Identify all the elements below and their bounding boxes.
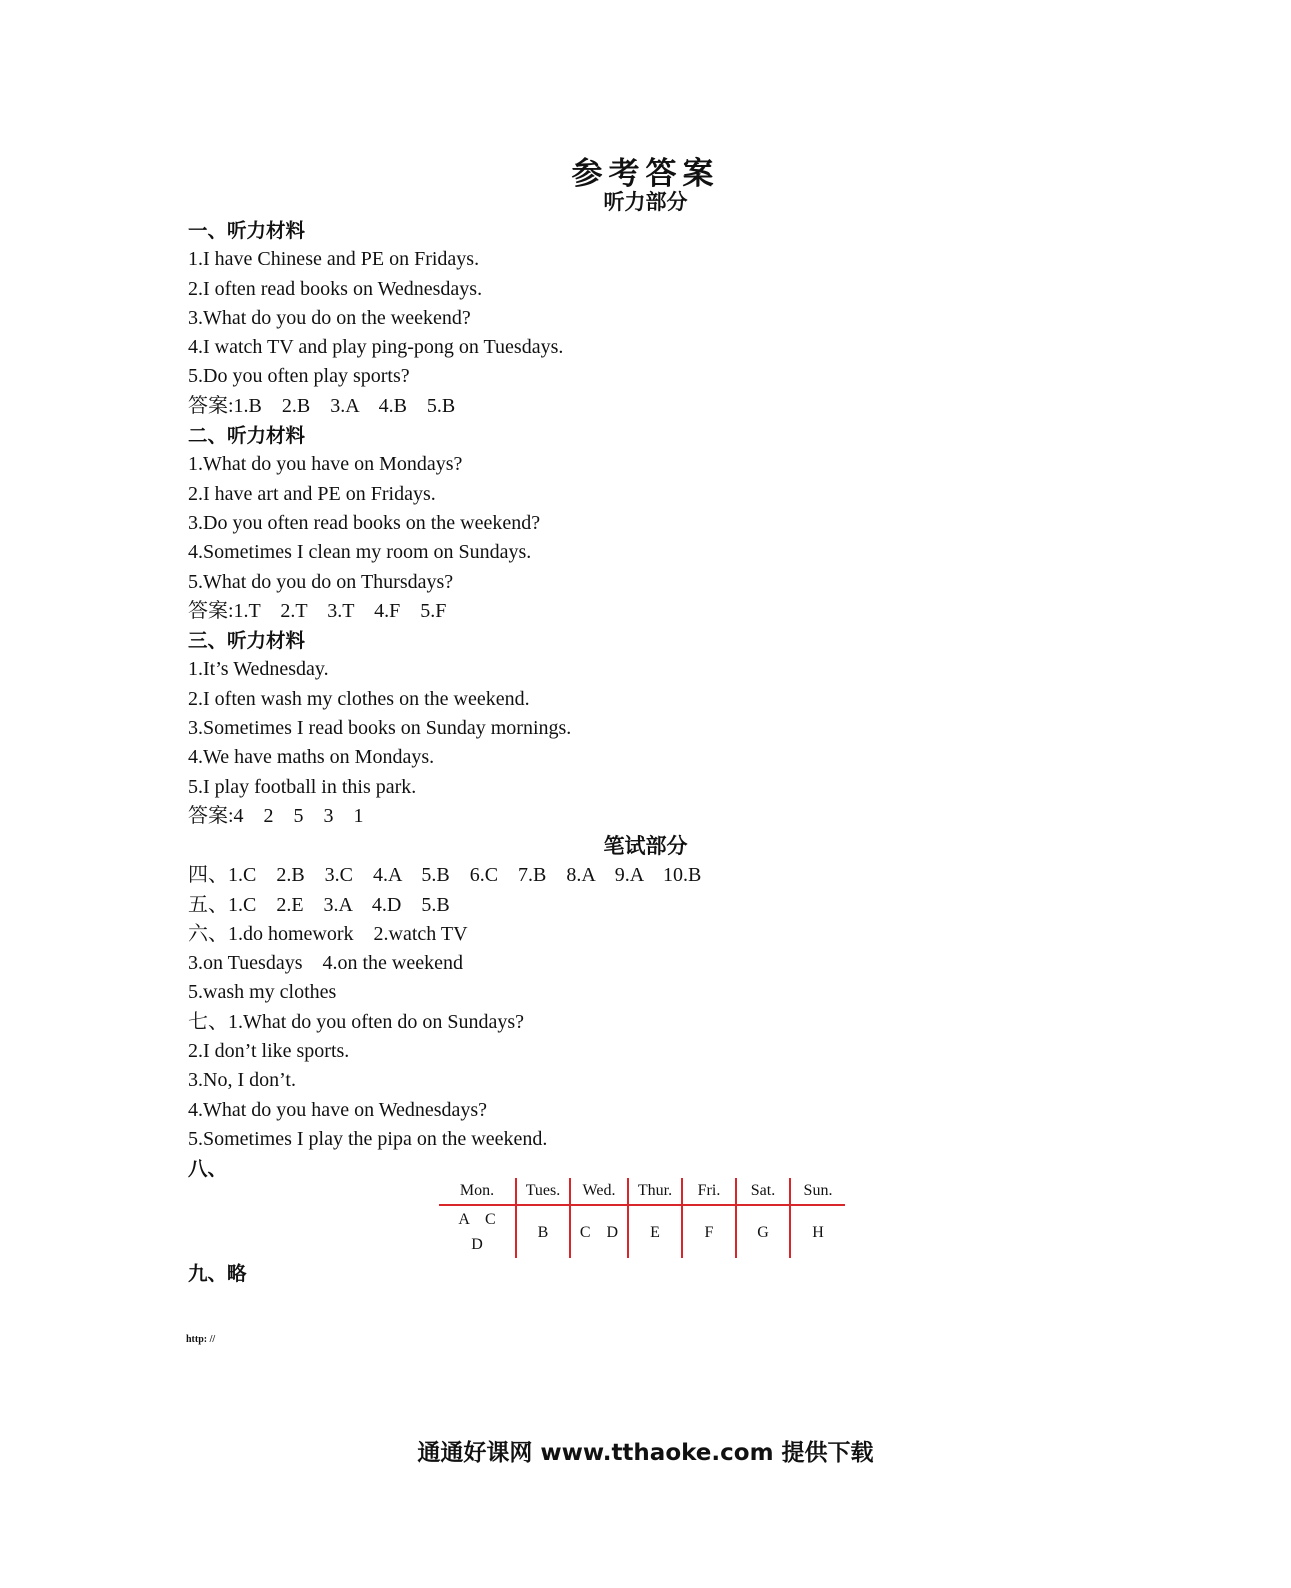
section-2-heading: 二、听力材料 bbox=[188, 424, 306, 448]
text-line: 5.I play football in this park. bbox=[188, 775, 417, 798]
answer-line: 答案:1.B 2.B 3.A 4.B 5.B bbox=[188, 394, 456, 417]
text-line: 2.I have art and PE on Fridays. bbox=[188, 482, 436, 505]
schedule-answer-row bbox=[439, 1205, 845, 1258]
day-header-tues: Tues. bbox=[516, 1178, 570, 1205]
cell-wed: C D bbox=[570, 1205, 628, 1258]
text-line: 3.No, I don’t. bbox=[188, 1069, 296, 1092]
cell-mon-line-2: D bbox=[471, 1236, 483, 1253]
written-section-heading: 笔试部分 bbox=[603, 834, 688, 858]
cell-sat: G bbox=[736, 1205, 790, 1258]
day-header-sun: Sun. bbox=[790, 1178, 845, 1205]
section-8-heading: 八、 bbox=[188, 1157, 228, 1181]
cell-thur: E bbox=[628, 1205, 682, 1258]
text-line: 5.Sometimes I play the pipa on the weekend. bbox=[188, 1127, 548, 1150]
text-line: 1.What do you have on Mondays? bbox=[188, 453, 463, 476]
text-line: 2.I don’t like sports. bbox=[188, 1040, 350, 1063]
text-line: 3.Do you often read books on the weekend? bbox=[188, 511, 541, 534]
day-header-wed: Wed. bbox=[570, 1178, 628, 1205]
weekly-schedule-table bbox=[439, 1178, 845, 1258]
section-7-answers: 七、1.What do you often do on Sundays? bbox=[188, 1010, 525, 1033]
url-text: http: // bbox=[186, 1334, 216, 1345]
text-line: 1.It’s Wednesday. bbox=[188, 658, 329, 681]
text-line: 4.I watch TV and play ping-pong on Tuesdays. bbox=[188, 336, 564, 359]
text-line: 4.Sometimes I clean my room on Sundays. bbox=[188, 541, 532, 564]
text-line: 4.What do you have on Wednesdays? bbox=[188, 1098, 488, 1121]
text-line: 2.I often wash my clothes on the weekend. bbox=[188, 687, 530, 710]
text-line: 2.I often read books on Wednesdays. bbox=[188, 277, 483, 300]
footer-text: 通通好课网 www.tthaoke.com 提供下载 bbox=[417, 1440, 874, 1466]
text-line: 4.We have maths on Mondays. bbox=[188, 746, 435, 769]
text-line: 5.wash my clothes bbox=[188, 981, 337, 1004]
section-1-heading: 一、听力材料 bbox=[188, 219, 306, 242]
day-header-mon: Mon. bbox=[439, 1178, 516, 1205]
cell-fri: F bbox=[682, 1205, 736, 1258]
day-header-sat: Sat. bbox=[736, 1178, 790, 1205]
text-line: 1.I have Chinese and PE on Fridays. bbox=[188, 248, 480, 271]
section-6-answers: 六、1.do homework 2.watch TV bbox=[188, 922, 468, 945]
section-9-heading: 九、略 bbox=[188, 1262, 247, 1285]
section-4-answers: 四、1.C 2.B 3.C 4.A 5.B 6.C 7.B 8.A 9.A 10.B bbox=[188, 864, 702, 887]
answer-line: 答案:1.T 2.T 3.T 4.F 5.F bbox=[188, 599, 447, 622]
text-line: 5.Do you often play sports? bbox=[188, 365, 410, 388]
page-title: 参考答案 bbox=[571, 156, 720, 192]
section-3-heading: 三、听力材料 bbox=[188, 629, 306, 653]
answer-line: 答案:4 2 5 3 1 bbox=[188, 804, 364, 827]
section-5-answers: 五、1.C 2.E 3.A 4.D 5.B bbox=[188, 893, 450, 916]
cell-sun: H bbox=[790, 1205, 845, 1258]
schedule-header-row bbox=[439, 1178, 845, 1205]
answer-content bbox=[188, 216, 1088, 1184]
listening-section-heading: 听力部分 bbox=[603, 190, 688, 214]
text-line: 3.What do you do on the weekend? bbox=[188, 306, 471, 329]
text-line: 3.Sometimes I read books on Sunday mornings. bbox=[188, 717, 572, 740]
text-line: 5.What do you do on Thursdays? bbox=[188, 570, 454, 593]
day-header-thur: Thur. bbox=[628, 1178, 682, 1205]
text-line: 3.on Tuesdays 4.on the weekend bbox=[188, 952, 463, 975]
cell-mon-line-1: A C bbox=[458, 1211, 496, 1228]
cell-mon bbox=[439, 1205, 516, 1258]
day-header-fri: Fri. bbox=[682, 1178, 736, 1205]
cell-tues: B bbox=[516, 1205, 570, 1258]
